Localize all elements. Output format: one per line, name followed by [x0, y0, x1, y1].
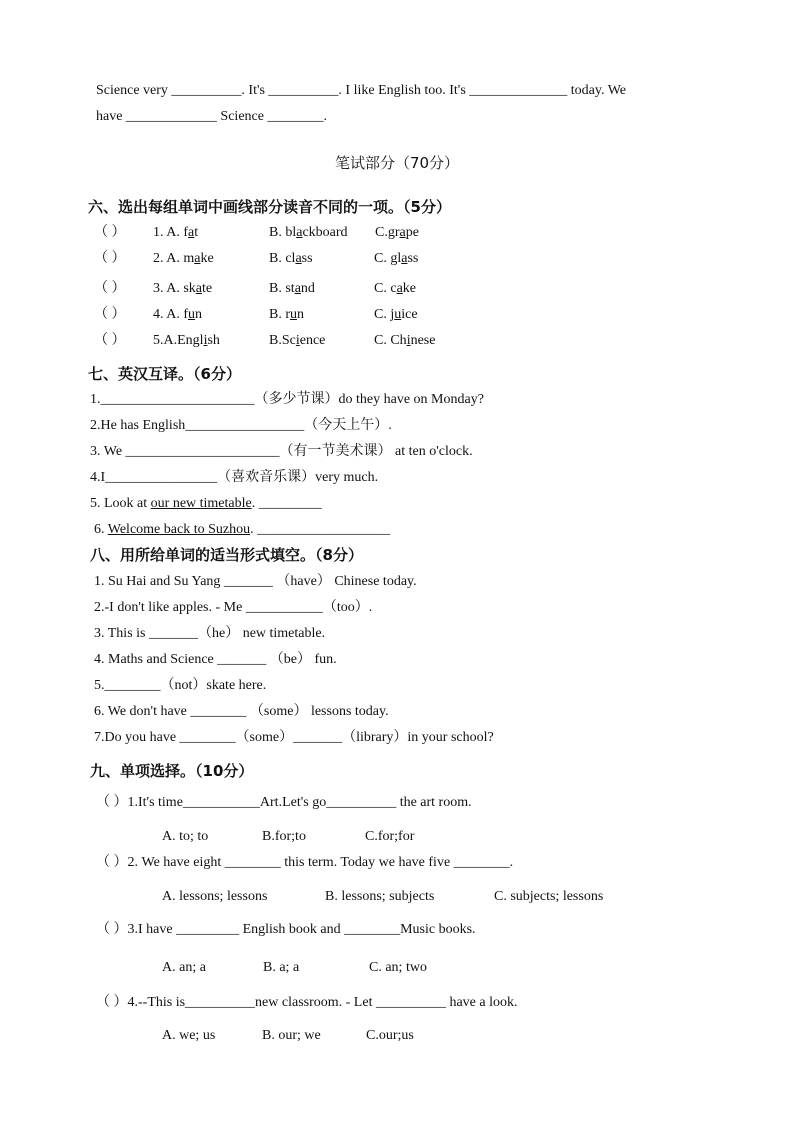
q1-option-c: C.for;for: [365, 829, 415, 844]
q4-option-a: A. we; us: [162, 1028, 216, 1043]
fill-q5: 5.________（not）skate here.: [94, 678, 267, 693]
option-c: C. Chinese: [374, 333, 436, 348]
q3-option-b: B. a; a: [263, 960, 300, 975]
option-a: 5.A.English: [153, 333, 220, 348]
underlined-letter: a: [399, 225, 406, 240]
option-a: 1. A. fat: [153, 225, 199, 240]
underlined-letter: u: [188, 307, 195, 322]
translate-q3: 3. We ______________________（有一节美术课） at ten o'clock.: [90, 444, 473, 459]
option-b: B. blackboard: [269, 225, 348, 240]
underlined-letter: u: [290, 307, 297, 322]
option-c: C.grape: [375, 225, 419, 240]
section-8-title: 八、用所给单词的适当形式填空。（8分）: [90, 546, 363, 564]
answer-bracket: （ ）: [94, 225, 126, 240]
q3-option-a: A. an; a: [162, 960, 206, 975]
q6-underlined: Welcome back to Suzhou: [107, 522, 251, 537]
choice-q1: （ ）1.It's time___________Art.Let's go__________ the art room.: [96, 795, 472, 810]
choice-q4: （ ）4.--This is__________new classroom. - Let __________ have a look.: [96, 995, 518, 1010]
q5-underlined: our new timetable: [150, 496, 252, 511]
choice-q3: （ ）3.I have _________ English book and ________Music books.: [96, 922, 476, 937]
underlined-letter: i: [295, 333, 300, 348]
q1-option-a: A. to; to: [162, 829, 209, 844]
q1-option-b: B.for;to: [262, 829, 306, 844]
underlined-letter: a: [294, 281, 301, 296]
q2-option-c: C. subjects; lessons: [494, 889, 604, 904]
q5-pre: 5. Look at: [90, 496, 151, 511]
option-b: B.Science: [269, 333, 326, 348]
underlined-letter: a: [188, 225, 195, 240]
answer-bracket: （ ）: [94, 307, 126, 322]
section-9-title: 九、单项选择。（10分）: [90, 762, 254, 780]
option-b: B. stand: [269, 281, 315, 296]
translate-q5: [90, 495, 322, 513]
answer-bracket: （ ）: [94, 251, 126, 266]
q4-option-c: C.our;us: [366, 1028, 414, 1043]
translate-q4: 4.I________________（喜欢音乐课）very much.: [90, 470, 379, 485]
passage-line-2: have _____________ Science ________.: [96, 109, 327, 124]
underlined-letter: a: [296, 225, 303, 240]
q6-pre: 6.: [94, 522, 108, 537]
q4-option-b: B. our; we: [262, 1028, 321, 1043]
q6-post: . ___________________: [250, 522, 391, 537]
underlined-letter: a: [194, 251, 201, 266]
choice-q2: （ ）2. We have eight ________ this term. Today we have five ________.: [96, 855, 514, 870]
answer-bracket: （ ）: [94, 333, 126, 348]
fill-q7: 7.Do you have ________（some）_______（library）in your school?: [94, 730, 494, 745]
fill-q2: 2.-I don't like apples. - Me ___________（too）.: [94, 600, 373, 615]
option-c: C. juice: [374, 307, 418, 322]
option-b: B. run: [269, 307, 304, 322]
option-c: C. glass: [374, 251, 419, 266]
q3-option-c: C. an; two: [369, 960, 427, 975]
fill-q3: 3. This is _______（he） new timetable.: [94, 626, 326, 641]
underlined-letter: i: [203, 333, 208, 348]
q5-post: . _________: [251, 496, 322, 511]
q2-option-b: B. lessons; subjects: [325, 889, 435, 904]
q2-option-a: A. lessons; lessons: [162, 889, 268, 904]
fill-q6: 6. We don't have ________ （some） lessons today.: [94, 704, 389, 719]
underlined-letter: a: [396, 281, 403, 296]
underlined-letter: a: [295, 251, 302, 266]
translate-q6: [94, 521, 390, 539]
answer-bracket: （ ）: [94, 281, 126, 296]
written-part-title: 笔试部分（70分）: [334, 154, 460, 172]
fill-q4: 4. Maths and Science _______ （be） fun.: [94, 652, 337, 667]
translate-q1: 1.______________________（多少节课）do they have on Monday?: [90, 392, 484, 407]
underlined-letter: i: [406, 333, 411, 348]
section-6-title: 六、选出每组单词中画线部分读音不同的一项。（5分）: [88, 198, 451, 216]
underlined-letter: a: [401, 251, 408, 266]
option-a: 4. A. fun: [153, 307, 202, 322]
underlined-letter: u: [394, 307, 402, 322]
underlined-letter: a: [195, 281, 203, 296]
option-c: C. cake: [374, 281, 416, 296]
translate-q2: 2.He has English_________________（今天上午）.: [90, 418, 392, 433]
option-a: 3. A. skate: [153, 281, 213, 296]
section-7-title: 七、英汉互译。（6分）: [88, 365, 241, 383]
option-a: 2. A. make: [153, 251, 214, 266]
fill-q1: 1. Su Hai and Su Yang _______ （have） Chinese today.: [94, 574, 417, 589]
option-b: B. class: [269, 251, 313, 266]
passage-line-1: Science very __________. It's __________. I like English too. It's ______________ today. We: [96, 83, 627, 98]
